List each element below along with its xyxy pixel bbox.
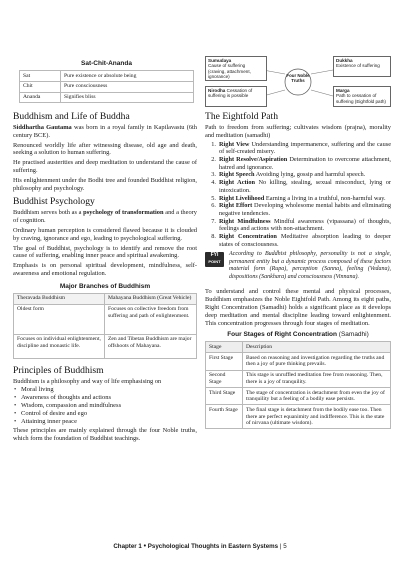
buddhist-psych-heading: Buddhist Psychology xyxy=(13,196,95,208)
meaning-cell: Pure existence or absolute being xyxy=(61,71,194,82)
item-text: Avoiding lying, gossip and harmful speech. xyxy=(254,171,366,179)
table-row xyxy=(206,405,391,429)
understand-paragraph: To understand and control these mental and physical processes, Buddhism emphasizes the Noble Eightfold Path. Among its eight paths, Right Concentration (Samadhi) holds a significant place as it develops deep meditation and mental discipline leading toward enlightenment. This concentration progresses through four stages of meditation. xyxy=(205,288,391,327)
nirodha-title: Nirodha xyxy=(208,88,226,93)
marga-text: Path to cessation of suffering (Eightfold path) xyxy=(336,93,386,104)
item-title: Right Action xyxy=(219,179,255,187)
footer-divider: | xyxy=(279,543,282,550)
branches-caption: Major Branches of Buddhism xyxy=(59,282,151,290)
noble-truths-diagram xyxy=(205,56,391,108)
item-number: 6. xyxy=(211,202,216,210)
list-item xyxy=(205,141,391,156)
table-row xyxy=(20,92,194,103)
sat-chit-ananda-title: Sat-Chit-Ananda xyxy=(81,60,132,67)
table-row xyxy=(206,387,391,404)
stage-cell: First Stage xyxy=(206,353,243,370)
table-row xyxy=(20,81,194,92)
eightfold-heading: The Eightfold Path xyxy=(205,111,279,122)
stages-table xyxy=(205,341,391,429)
fyi-badge xyxy=(205,252,224,267)
description-cell: The stage of concentration is detachment from even the joy of tranquility but a feeling of a bodily ease persists. xyxy=(243,387,391,404)
table-row xyxy=(14,304,197,334)
marga-title: Marga xyxy=(336,88,350,93)
theravada-header: Theravada Buddhism xyxy=(14,293,105,304)
item-text: Earning a living in a truthful, non-harmful way. xyxy=(264,194,386,202)
stage-cell: Fourth Stage xyxy=(206,405,243,429)
austerities-paragraph: He practised austerities and deep meditation to understand the cause of suffering. xyxy=(13,159,197,174)
list-item xyxy=(205,195,391,203)
table-header-row xyxy=(14,293,197,304)
samudaya-title: Sumudaya xyxy=(208,58,232,63)
principles-list xyxy=(13,386,197,426)
nirodha-text: Cessation of suffering is possible xyxy=(208,88,253,99)
stage-cell: Third Stage xyxy=(206,387,243,404)
perception-paragraph: Ordinary human perception is considered flawed because it is clouded by craving, ignorance and ego, leading to psychological suffering. xyxy=(13,226,197,242)
item-number: 4. xyxy=(211,179,216,187)
list-item: • Awareness of thoughts and actions xyxy=(13,394,197,402)
item-title: Right Livelihood xyxy=(219,194,265,202)
item-number: 8. xyxy=(211,233,216,241)
stage-cell: Second Stage xyxy=(206,370,243,387)
item-number: 5. xyxy=(211,194,216,202)
dukkha-box xyxy=(333,56,391,77)
renounce-paragraph: Renounced worldly life after witnessing disease, old age and death, seeking a solution to human suffering. xyxy=(13,141,197,157)
item-text: Mindful awareness (vipassana) of thoughts, feelings and actions with non-attachment. xyxy=(219,217,391,233)
list-item xyxy=(205,179,391,194)
description-header: Description xyxy=(243,342,391,353)
list-item: • Attaining inner peace xyxy=(13,418,197,426)
psych-text-a: Buddhism serves both as a xyxy=(13,209,84,217)
buddha-birth-paragraph xyxy=(13,124,197,140)
psych-text-c: and a theory of cognition. xyxy=(13,209,197,225)
noble-truths-center-label: Four Noble Truths xyxy=(286,73,310,83)
branches-table xyxy=(13,293,197,359)
item-number: 3. xyxy=(211,171,216,179)
psych-text-bold: psychology of transformation xyxy=(83,209,164,217)
item-text: Meditative absorption leading to deeper states of consciousness. xyxy=(219,233,391,248)
list-item xyxy=(205,218,391,233)
dukkha-title: Dukkha xyxy=(336,58,353,63)
list-item: • Wisdom, compassion and mindfulness xyxy=(13,402,197,410)
mahayana-header-label: Mahayana Buddhism xyxy=(108,295,156,302)
branch-cell: Focuses on collective freedom from suffering and path of enlightenment. xyxy=(105,304,197,334)
list-item xyxy=(205,171,391,179)
right-flow xyxy=(205,111,391,429)
meaning-cell: Signifies bliss xyxy=(61,92,194,103)
item-number: 2. xyxy=(211,156,216,163)
emphasis-paragraph: Emphasis is on personal spiritual development, mindfulness, self-awareness and emotional regulation. xyxy=(13,262,197,277)
item-title: Right Mindfulness xyxy=(219,217,271,225)
item-number: 7. xyxy=(211,217,216,225)
principles-outro: These principles are mainly explained through the four Noble truths, which form the foundation of Buddhist teachings. xyxy=(13,427,197,442)
stages-caption-main: Four Stages of Right Concentration xyxy=(227,331,337,339)
description-cell: The final stage is detachment from the bodily ease too. Then there are perfect equanimity and indifference. This is the state of nirvana (ultimate wisdom). xyxy=(243,405,391,429)
footer-title: Psychological Thoughts in Eastern Systems xyxy=(147,543,279,550)
item-text: Determination to overcome attachment, hatred and ignorance. xyxy=(219,156,391,171)
term-cell: Sat xyxy=(20,71,61,82)
samudaya-box xyxy=(205,56,267,81)
item-text: Developing wholesome mental habits and eliminating negative tendencies. xyxy=(219,202,391,217)
fyi-text: According to Buddhist philosophy, personality is not a single, permanent entity but a dynamic process composed of these factors material form (Rupa), perception (Sanna), feeling (Vedana), dispositions (Sankhara) and consciousness (Vinnana). xyxy=(229,251,391,280)
samudaya-text: Cause of suffering (craving, attachment, ignorance) xyxy=(208,63,251,80)
item-title: Right Effort xyxy=(219,202,253,210)
page-number: 5 xyxy=(283,543,287,550)
table-row xyxy=(20,71,194,82)
dukkha-text: Existence of suffering xyxy=(336,63,380,69)
fyi-box xyxy=(205,251,391,285)
mahayana-header xyxy=(105,293,197,304)
principles-intro: Buddhism is a philosophy and way of life emphasising on xyxy=(13,377,162,385)
buddha-name: Siddhartha Gautama xyxy=(13,124,72,131)
description-cell: This stage is unruffled meditation free from reasoning. Then, there is a joy of tranquility. xyxy=(243,370,391,387)
left-flow xyxy=(13,111,197,443)
item-title: Right Resolve/Aspiration xyxy=(219,156,288,163)
footer-bullet: • xyxy=(143,543,147,550)
sat-chit-ananda-table xyxy=(19,70,194,103)
list-item: • Moral living xyxy=(13,386,197,394)
branch-cell: Oldest form xyxy=(14,304,105,334)
meaning-cell: Pure consciousness xyxy=(61,81,194,92)
fyi-badge-top: FYI xyxy=(210,252,219,259)
item-text: No killing, stealing, sexual misconduct, lying or intoxication. xyxy=(219,179,391,194)
item-number: 1. xyxy=(211,140,216,148)
item-title: Right View xyxy=(219,140,250,148)
buddha-birth-text: was born in a royal family in Kapilavastu (6th century BCE). xyxy=(13,124,197,139)
description-cell: Based on reasoning and investigation regarding the truths and then a joy of pure thinking prevails. xyxy=(243,353,391,370)
list-item: • Control of desire and ego xyxy=(13,410,197,418)
buddhism-life-heading: Buddhism and Life of Buddha xyxy=(13,111,130,122)
marga-box xyxy=(333,86,391,107)
page-footer xyxy=(0,543,400,550)
branch-cell: Zen and Tibetan Buddhism are major offshoots of Mahayana. xyxy=(105,334,197,358)
nirodha-line xyxy=(208,88,264,99)
eightfold-list xyxy=(205,141,391,249)
list-item xyxy=(205,233,391,248)
item-title: Right Speech xyxy=(219,171,255,179)
principles-heading: Principles of Buddhism xyxy=(13,364,104,376)
item-title: Right Concentration xyxy=(219,233,277,241)
enlightenment-paragraph: His enlightenment under the Bodhi tree and founded Buddhist religion, philosophy and psychology. xyxy=(13,176,197,192)
nirodha-box xyxy=(205,86,267,107)
item-text: Understanding impermanence, suffering and the cause of self-created misery. xyxy=(219,140,391,156)
stages-caption xyxy=(205,331,391,338)
list-item xyxy=(205,202,391,217)
stages-caption-note: (Samadhi) xyxy=(336,331,369,339)
table-row xyxy=(206,353,391,370)
table-header-row xyxy=(206,342,391,353)
stage-header: Stage xyxy=(206,342,243,353)
goal-paragraph: The goal of Buddhist, psychology is to identify and remove the root cause of suffering, enabling inner peace and spiritual awakening. xyxy=(13,244,197,260)
branch-cell: Focuses on individual enlightenment, discipline and monastic life. xyxy=(14,334,105,358)
mahayana-header-note: (Great Vehicle) xyxy=(155,295,192,302)
eightfold-intro: Path to freedom from suffering; cultivates wisdom (prajna), morality and meditation (samadhi) xyxy=(205,124,391,139)
sat-chit-ananda-box xyxy=(19,60,194,103)
term-cell: Chit xyxy=(20,81,61,92)
table-row xyxy=(206,370,391,387)
footer-chapter: Chapter 1 xyxy=(113,543,142,550)
term-cell: Ananda xyxy=(20,92,61,103)
list-item xyxy=(205,156,391,171)
table-row xyxy=(14,334,197,358)
fyi-badge-bottom: POINT xyxy=(208,259,221,265)
psych-intro-paragraph xyxy=(13,209,197,225)
